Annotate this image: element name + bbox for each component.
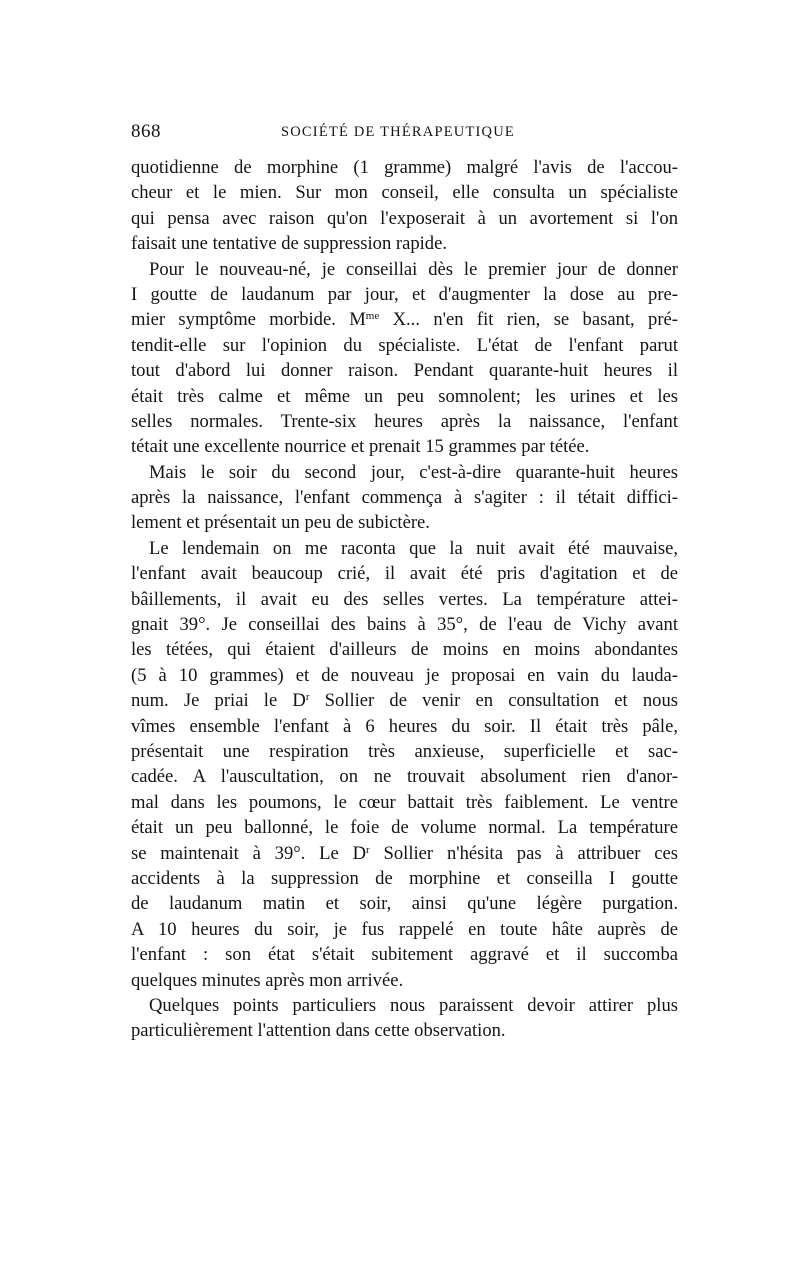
text-line: gnait 39°. Je conseillai des bains à 35°, de l'eau de Vichy avant <box>131 614 678 636</box>
text-line: tendit-elle sur l'opinion du spécialiste. L'état de l'enfant parut <box>131 334 678 356</box>
paragraph <box>131 257 678 460</box>
text-line: Pour le nouveau-né, je conseillai dès le premier jour de donner <box>149 258 678 280</box>
text-line: l'enfant : son état s'était subitement aggravé et il succomba <box>131 944 678 966</box>
text-line: I goutte de laudanum par jour, et d'augmenter la dose au pre- <box>131 283 678 305</box>
paragraph <box>131 155 678 257</box>
paragraph <box>131 460 678 536</box>
text-line: accidents à la suppression de morphine et conseilla I goutte <box>131 867 678 889</box>
text-line <box>131 688 678 713</box>
text-line: mal dans les poumons, le cœur battait très faiblement. Le ventre <box>131 791 678 813</box>
text-line: cheur et le mien. Sur mon conseil, elle consulta un spécialiste <box>131 182 678 204</box>
text-line: était un peu ballonné, le foie de volume normal. La température <box>131 817 678 839</box>
page-header <box>131 121 681 145</box>
text-fragment: se maintenait à 39°. Le D <box>131 842 367 864</box>
superscript: r <box>366 843 370 856</box>
text-line: Le lendemain on me raconta que la nuit avait été mauvaise, <box>149 537 678 559</box>
text-line: après la naissance, l'enfant commença à s'agiter : il tétait diffici- <box>131 487 678 509</box>
text-line: tout d'abord lui donner raison. Pendant quarante-huit heures il <box>131 360 678 382</box>
text-line <box>131 307 678 332</box>
superscript: me <box>365 310 380 323</box>
text-line: quotidienne de morphine (1 gramme) malgré l'avis de l'accou- <box>131 157 678 178</box>
text-line: Mais le soir du second jour, c'est-à-dire quarante-huit heures <box>149 461 678 483</box>
text-line <box>131 841 678 866</box>
text-line: quelques minutes après mon arrivée. <box>131 969 404 991</box>
text-line: les tétées, qui étaient d'ailleurs de moins en moins abondantes <box>131 639 678 661</box>
text-fragment: Sollier n'hésita pas à attribuer ces <box>369 842 678 864</box>
text-line: vîmes ensemble l'enfant à 6 heures du soir. Il était très pâle, <box>131 715 678 737</box>
text-line: bâillements, il avait eu des selles vertes. La température attei- <box>131 588 678 610</box>
text-fragment: Sollier de venir en consultation et nous <box>309 690 679 712</box>
text-line: A 10 heures du soir, je fus rappelé en toute hâte auprès de <box>131 918 678 940</box>
body-text <box>131 155 678 1044</box>
text-fragment: num. Je priai le D <box>131 690 306 712</box>
superscript: r <box>305 691 310 704</box>
text-line: selles normales. Trente-six heures après la naissance, l'enfant <box>131 410 678 432</box>
text-line: faisait une tentative de suppression rapide. <box>131 233 447 255</box>
text-line: présentait une respiration très anxieuse, superficielle et sac- <box>131 740 678 762</box>
text-line: Quelques points particuliers nous paraissent devoir attirer plus <box>149 994 678 1016</box>
page-number: 868 <box>131 121 161 142</box>
text-line: cadée. A l'auscultation, on ne trouvait absolument rien d'anor- <box>131 766 678 788</box>
text-line: qui pensa avec raison qu'on l'exposerait à un avortement si l'on <box>131 207 678 229</box>
text-fragment: X... n'en fit rien, se basant, pré- <box>379 309 678 331</box>
text-line: tétait une excellente nourrice et prenait 15 grammes par tétée. <box>131 436 590 458</box>
paragraph <box>131 993 678 1044</box>
text-line: lement et présentait un peu de subictère. <box>131 512 430 534</box>
text-line: était très calme et même un peu somnolent; les urines et les <box>131 385 678 407</box>
text-line: de laudanum matin et soir, ainsi qu'une légère purgation. <box>131 893 678 915</box>
text-line: particulièrement l'attention dans cette observation. <box>131 1020 506 1042</box>
text-line: l'enfant avait beaucoup crié, il avait été pris d'agitation et de <box>131 563 678 585</box>
paragraph <box>131 536 678 993</box>
running-head: SOCIÉTÉ DE THÉRAPEUTIQUE <box>281 124 515 140</box>
text-fragment: mier symptôme morbide. M <box>131 309 366 331</box>
text-line: (5 à 10 grammes) et de nouveau je proposai en vain du lauda- <box>131 664 678 686</box>
